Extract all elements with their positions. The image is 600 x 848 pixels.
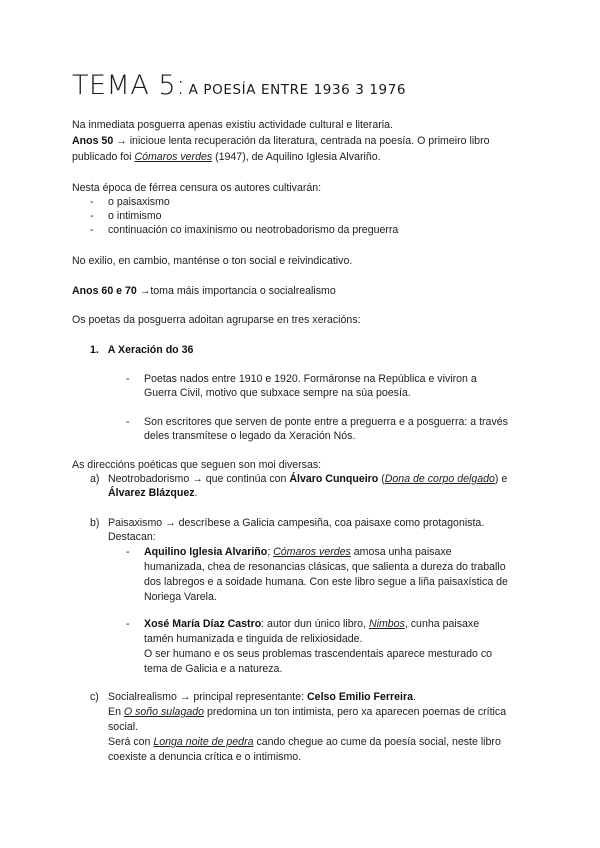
xeracion-36-heading [90, 343, 193, 357]
item-text: amosa unha paisaxe [350, 546, 452, 558]
title-sub: A POESÍA ENTRE 1936 3 1976 [188, 82, 407, 98]
item-text: ( [378, 473, 385, 485]
work-title: O soño sulagado [123, 706, 205, 718]
anos-60-70-text: →toma máis importancia o socialrealismo [136, 285, 336, 297]
author-name: Aquilino Iglesia Alvariño [144, 546, 268, 558]
subitem-aquilino-cont: dos labregos e a soidade humana. Con este libro segue a liña paisaxística de [144, 576, 508, 588]
xeracion-36-p1-cont: Guerra Civil, motivo que subxace sempre na súa poesía. [144, 387, 411, 399]
intro-line-3 [72, 150, 381, 164]
subitem-aquilino-cont: humanizada, chea de resonancias clásicas, que salienta a dureza do traballo [144, 561, 506, 573]
list-item-text: continuación co imaxinismo ou neotrobadorismo da preguerra [108, 224, 399, 236]
item-text: ) e [494, 473, 508, 485]
item-text: predomina un ton intimista, pero xa aparecen poemas de crítica [204, 706, 507, 718]
heading-number: 1. [90, 344, 99, 356]
page-title [72, 70, 406, 101]
work-title: Cómaros verdes [273, 546, 351, 558]
list-item: - o intimismo [90, 210, 162, 222]
direccion-c-line-2 [108, 705, 506, 719]
subitem-diaz-castro-cont: O ser humano e os seus problemas trascendentais aparece mesturado co [144, 648, 493, 660]
direccion-c-line-5: coexiste a denuncia crítica e o intimismo. [108, 751, 302, 763]
intro-bold: Anos 50 [72, 135, 114, 147]
item-label: c) [90, 691, 99, 703]
item-text: . [194, 487, 198, 499]
direccion-b-destacan: Destacan: [108, 531, 156, 543]
item-label: a) [90, 473, 100, 485]
item-text: Socialrealismo → principal representante: [108, 691, 308, 703]
xeracion-36-p1: - Poetas nados entre 1910 e 1920. Formáronse na República e viviron a [126, 373, 477, 385]
xeracions-lead: Os poetas da posguerra adoitan agruparse en tres xeracións: [72, 314, 361, 326]
intro-line-1: Na inmediata posguerra apenas existiu actividade cultural e literaria. [72, 119, 393, 131]
paragraph-text: Son escritores que serven de ponte entre a preguerra e a posguerra: a través [144, 416, 508, 428]
heading-title: A Xeración do 36 [107, 344, 194, 356]
subitem-diaz-castro: - Xosé María Díaz Castro: autor dun único libro, Nimbos, cunha paisaxe [126, 618, 480, 630]
list-item: - o paisaxismo [90, 196, 170, 208]
direccion-c-line-3: social. [108, 721, 139, 733]
censura-lead: Nesta época de férrea censura os autores cultivarán: [72, 182, 322, 194]
paragraph-text: Poetas nados entre 1910 e 1920. Formáronse na República e viviron a [144, 373, 477, 385]
direccion-c-line-4 [108, 735, 501, 749]
author-name: Álvaro Cunqueiro [289, 473, 379, 485]
intro-text: (1947), de Aquilino Iglesia Alvariño. [212, 151, 381, 163]
item-text: Neotrobadorismo → que continúa con [108, 473, 290, 485]
list-item: - continuación co imaxinismo ou neotrobadorismo da preguerra [90, 224, 399, 236]
work-title: Longa noite de pedra [153, 736, 254, 748]
title-main: TEMA 5: [72, 70, 186, 101]
subitem-aquilino-cont: Noriega Varela. [144, 591, 217, 603]
list-item-text: o intimismo [108, 210, 162, 222]
item-text: ; [267, 546, 274, 558]
subitem-diaz-castro-cont: tema de Galicia e a natureza. [144, 663, 283, 675]
work-title: Cómaros verdes [134, 151, 213, 163]
direccion-a-cont [108, 486, 198, 500]
list-item-text: o paisaxismo [108, 196, 170, 208]
xeracion-36-p2: - Son escritores que serven de ponte entre a preguerra e a posguerra: a través [126, 416, 508, 428]
item-label: b) [90, 517, 100, 529]
anos-60-70-bold: Anos 60 e 70 [72, 285, 137, 297]
item-text: En [108, 706, 124, 718]
item-text: : autor dun único libro, [261, 618, 369, 630]
exilio-text: No exilio, en cambio, manténse o ton social e reivindicativo. [72, 255, 353, 267]
work-title: Nimbos [368, 618, 405, 630]
intro-text: publicado foi [72, 151, 135, 163]
author-name: Xosé María Díaz Castro [144, 618, 262, 630]
anos-60-70 [72, 284, 336, 298]
direccion-a [90, 472, 507, 486]
direccion-c [90, 690, 416, 704]
intro-text: → inicioue lenta recuperación da literatura, centrada na poesía. O primeiro libro [113, 135, 490, 147]
item-text: , cunha paisaxe [404, 618, 480, 630]
author-name: Álvarez Blázquez [108, 487, 195, 499]
work-title: Dona de corpo delgado [384, 473, 495, 485]
item-text: Será con [108, 736, 154, 748]
subitem-aquilino: - Aquilino Iglesia Alvariño; Cómaros verdes amosa unha paisaxe [126, 546, 452, 558]
author-name: Celso Emilio Ferreira [307, 691, 414, 703]
item-text: . [413, 691, 416, 703]
item-text: cando chegue ao cume da poesía social, neste libro [253, 736, 501, 748]
direccion-b [90, 516, 484, 530]
xeracion-36-p2-cont: deles transmítese o legado da Xeración Nós. [144, 430, 356, 442]
direccions-lead: As direccións poéticas que seguen son moi diversas: [72, 459, 322, 471]
intro-line-2 [72, 134, 490, 148]
item-text: Paisaxismo → descríbese a Galicia campesiña, coa paisaxe como protagonista. [108, 517, 485, 529]
subitem-diaz-castro-cont: tamén humanizada e tinguida de relixiosidade. [144, 633, 363, 645]
